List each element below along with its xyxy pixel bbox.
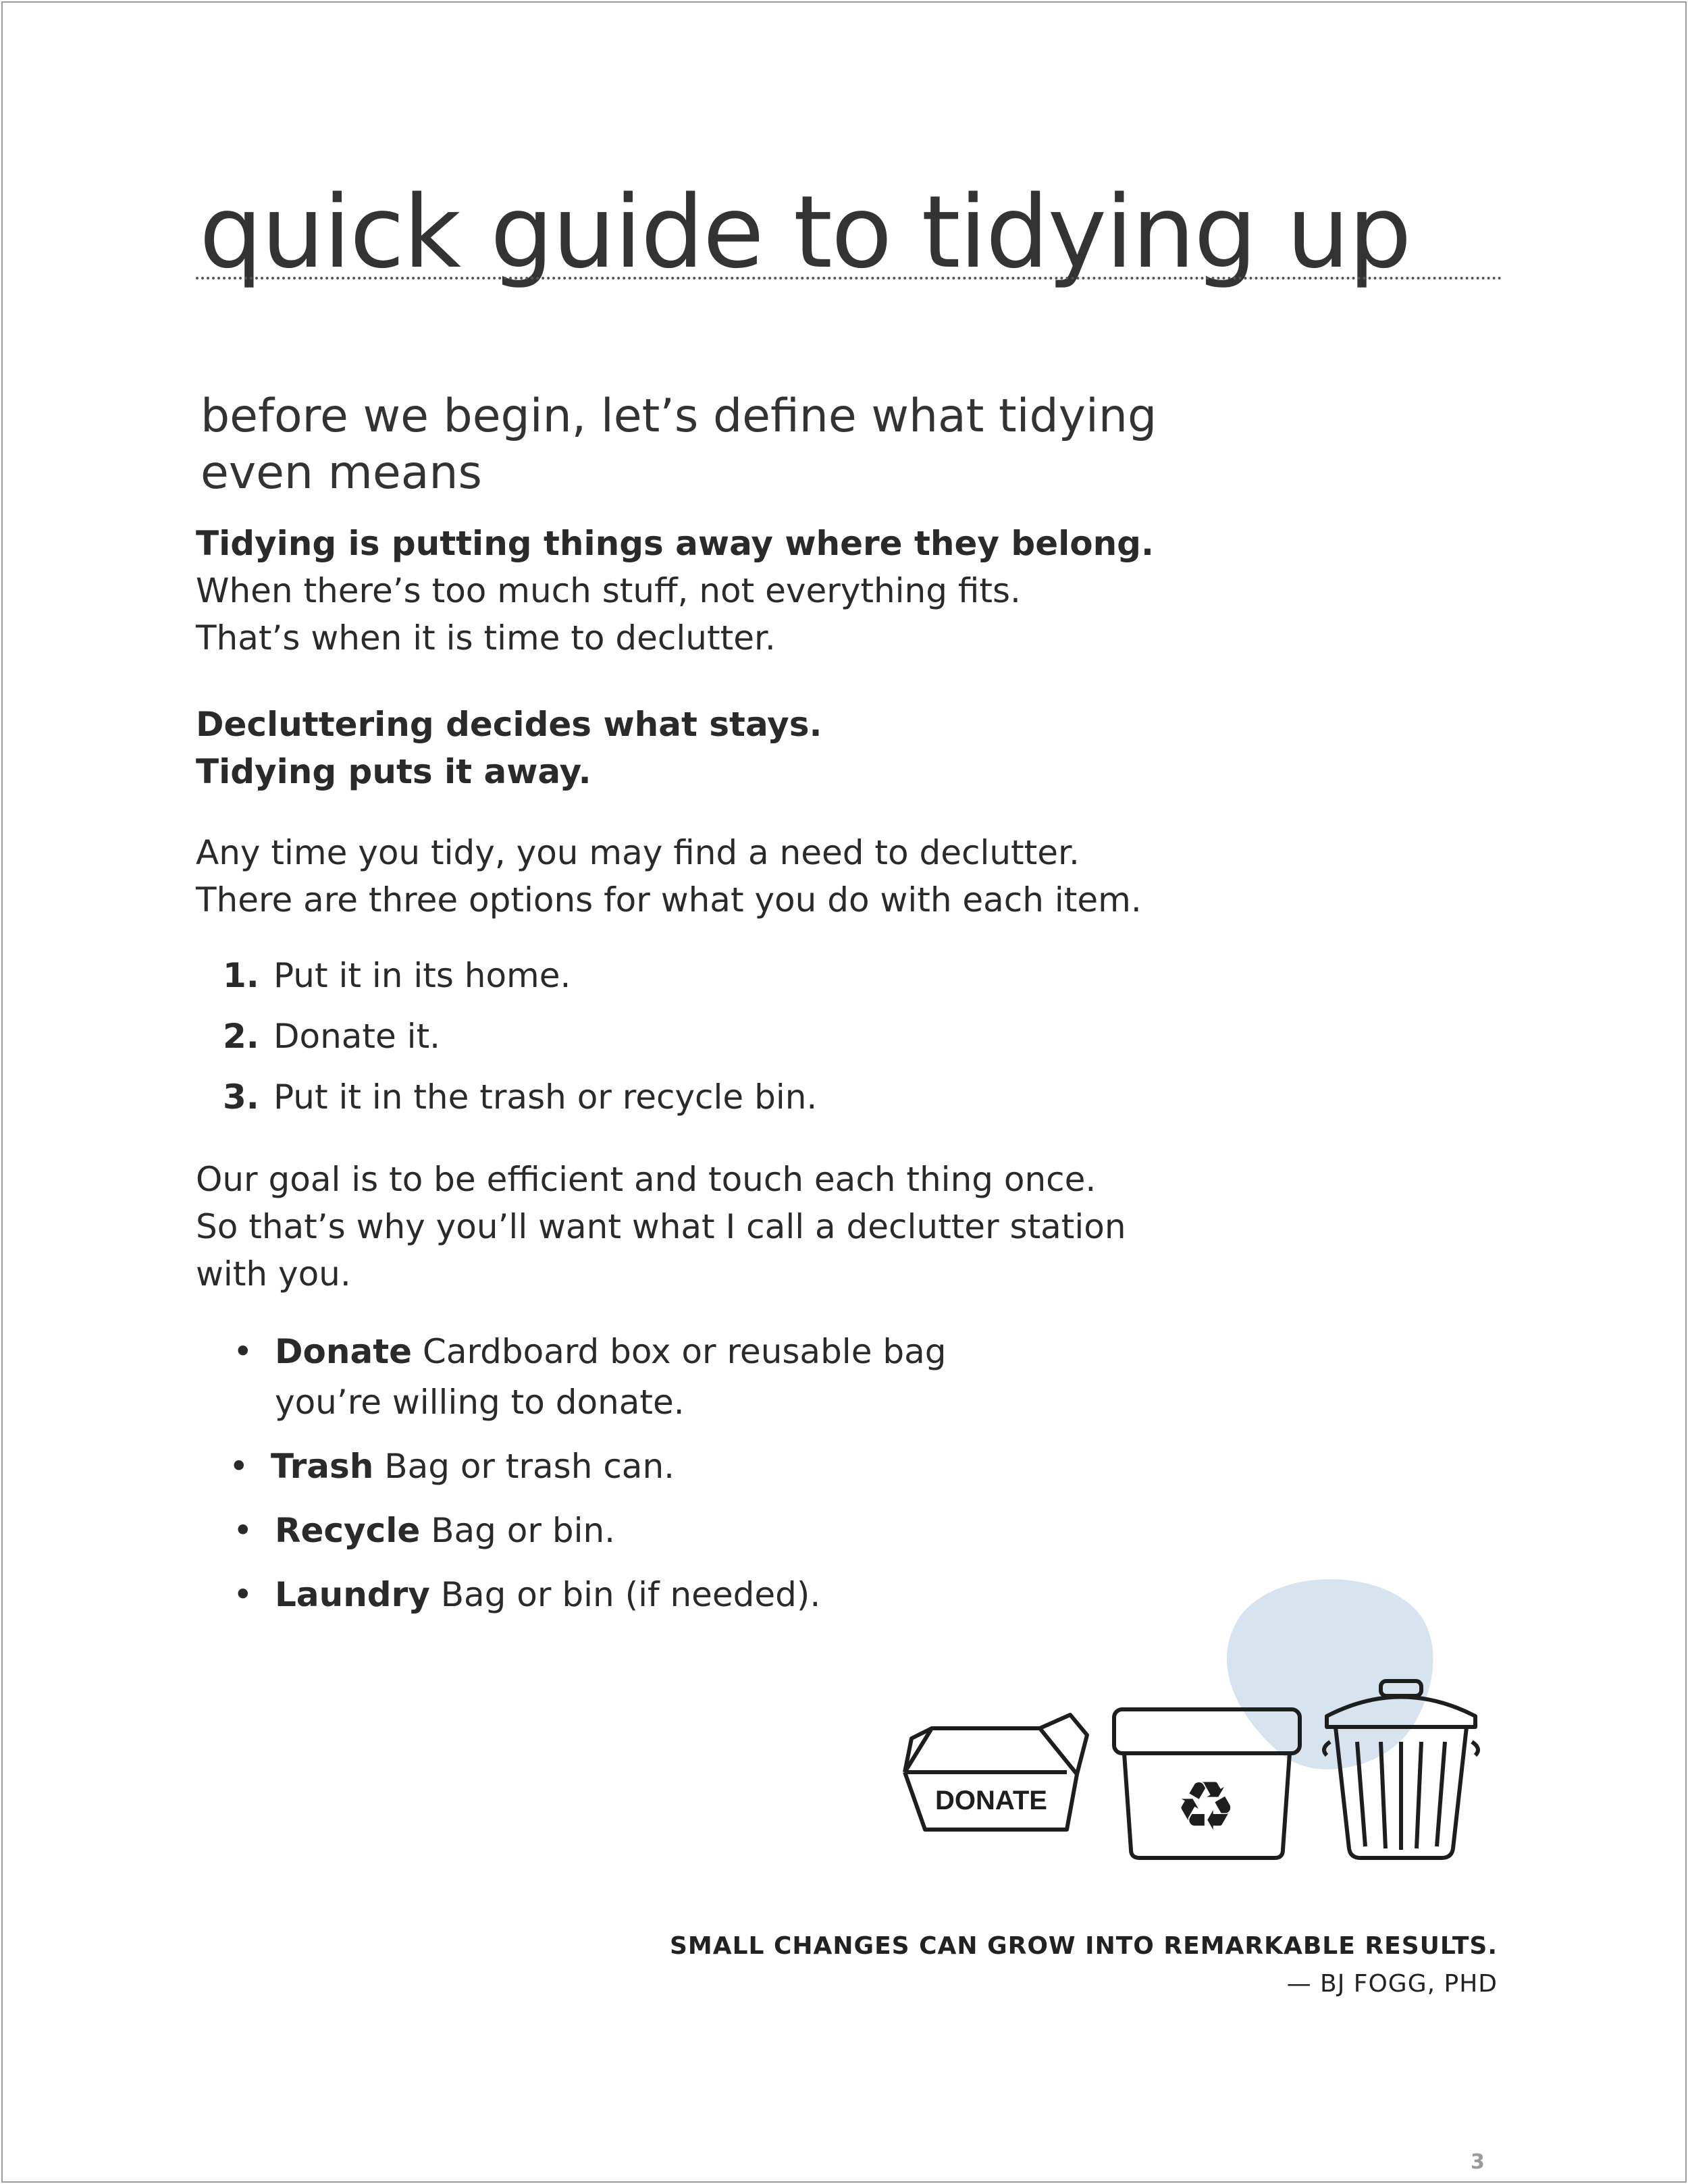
subheading-line-1: before we begin, let’s define what tidying — [201, 390, 1157, 443]
bullet: • — [233, 1575, 253, 1614]
subheading-line-2: even means — [201, 446, 482, 500]
list-item — [223, 952, 817, 1013]
donate-box-label: DONATE — [935, 1786, 1047, 1815]
station-label: Laundry — [275, 1575, 430, 1614]
declutter-vs-tidy-line-1: Decluttering decides what stays. — [196, 705, 822, 744]
list-item — [229, 1441, 1107, 1492]
station-text: Bag or trash can. — [373, 1447, 675, 1486]
page-number: 3 — [1471, 2150, 1485, 2174]
station-text-2: you’re willing to donate. — [275, 1383, 685, 1422]
station-text: Cardboard box or reusable bag — [412, 1332, 947, 1371]
list-item — [233, 1506, 1111, 1556]
bullet: • — [233, 1332, 253, 1371]
quote-author: — BJ FOGG, PHD — [1286, 1970, 1498, 1998]
station-label: Trash — [271, 1447, 374, 1486]
list-item — [223, 1013, 817, 1073]
station-label: Donate — [275, 1332, 413, 1371]
tidying-definition — [196, 520, 1344, 662]
declutter-station-illustration — [885, 1560, 1526, 1877]
quote-block — [670, 1927, 1498, 2003]
tidying-definition-bold: Tidying is putting things away where they belong. — [196, 524, 1154, 563]
station-label: Recycle — [275, 1511, 421, 1550]
list-item-number: 1. — [223, 956, 259, 995]
tidying-definition-line-2: When there’s too much stuff, not everything fits. — [196, 571, 1021, 610]
tidying-definition-line-3: That’s when it is time to declutter. — [196, 618, 776, 658]
subheading — [201, 388, 1281, 502]
list-item-number: 2. — [223, 1017, 259, 1056]
declutter-vs-tidy — [196, 701, 1344, 795]
list-item — [223, 1073, 817, 1134]
options-intro — [196, 829, 1344, 924]
list-item-number: 3. — [223, 1077, 259, 1117]
list-item-text: Put it in its home. — [273, 956, 571, 995]
title-dotted-rule — [196, 277, 1502, 279]
watercolor-splash — [1227, 1579, 1433, 1769]
declutter-vs-tidy-line-2: Tidying puts it away. — [196, 752, 591, 791]
goal-line-1: Our goal is to be efficient and touch each thing once. — [196, 1160, 1097, 1199]
options-intro-line-2: There are three options for what you do with each item. — [196, 880, 1142, 920]
page-title: quick guide to tidying up — [199, 174, 1410, 290]
bullet: • — [233, 1511, 253, 1550]
options-intro-line-1: Any time you tidy, you may find a need to declutter. — [196, 833, 1080, 872]
recycle-symbol-icon: ♻ — [1176, 1767, 1236, 1846]
bullet: • — [229, 1447, 249, 1486]
station-text: Bag or bin (if needed). — [429, 1575, 821, 1614]
goal-paragraph — [196, 1156, 1344, 1298]
goal-line-3: with you. — [196, 1254, 351, 1294]
list-item-text: Donate it. — [273, 1017, 441, 1056]
goal-line-2: So that’s why you’ll want what I call a declutter station — [196, 1207, 1126, 1246]
list-item — [233, 1327, 1111, 1428]
list-item-text: Put it in the trash or recycle bin. — [273, 1077, 818, 1117]
station-text: Bag or bin. — [420, 1511, 616, 1550]
quote-text: SMALL CHANGES CAN GROW INTO REMARKABLE RESULTS. — [669, 1932, 1498, 1960]
options-list — [223, 952, 817, 1134]
